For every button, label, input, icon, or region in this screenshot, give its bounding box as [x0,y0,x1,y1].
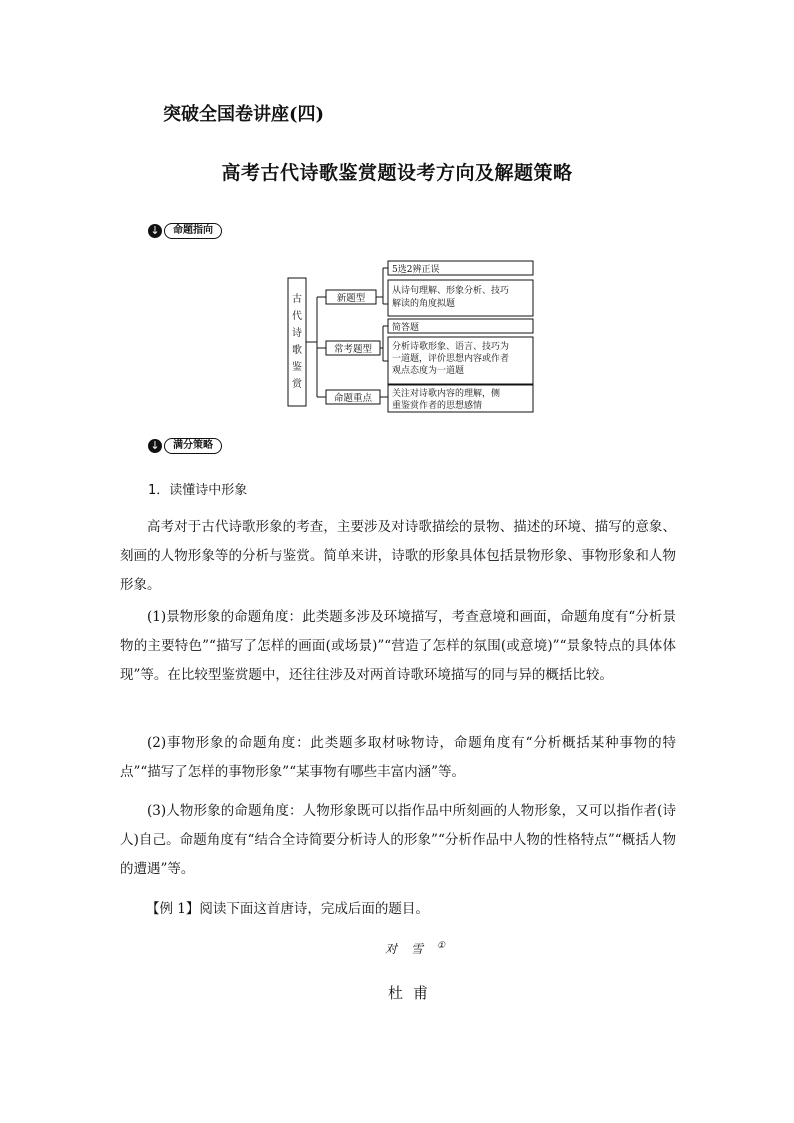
detail-text: 解读的角度拟题 [392,299,456,309]
poem-author: 杜甫 [388,984,439,1002]
down-arrow-circle-icon: ↓ [148,224,162,238]
diagram-root-char: 诗 [292,328,302,339]
page-title: 高考古代诗歌鉴赏题设考方向及解题策略 [221,162,573,184]
paragraph-text: 高考对于古代诗歌形象的考查，主要涉及对诗歌描绘的景物、描述的环境、描写的意象、刻画的人物形象等的分析与鉴赏。简单来讲，诗歌的形象具体包括景物形象、事物形象和人物形象。 [120,519,676,593]
paragraph-text: (2)事物形象的命题角度：此类题多取材咏物诗，命题角度有“分析概括某种事物的特点”“描写了怎样的事物形象”“某事物有哪些丰富内涵”等。 [120,735,676,780]
detail-text: 观点态度为一道题 [392,366,465,376]
branch-label: 新题型 [336,293,366,304]
paragraph-character [120,797,676,884]
direction-tag-label: 命题指向 [164,223,222,239]
diagram-root-char: 歌 [292,345,302,356]
paragraph-intro [120,513,676,600]
lecture-title: 突破全国卷讲座(四) [163,104,325,125]
detail-text: 5选2辨正误 [392,265,440,275]
poem-title-text: 对雪 [385,942,438,956]
detail-text: 关注对诗歌内容的理解，侧 [392,389,501,399]
down-arrow-circle-icon: ↓ [148,439,162,453]
diagram-connectors [306,268,388,397]
strategy-tag-label: 满分策略 [164,438,222,454]
paragraph-text: (1)景物形象的命题角度：此类题多涉及环境描写，考查意境和画面，命题角度有“分析景物的主要特色”“描写了怎样的画面(或场景)”“营造了怎样的氛围(或意境)”“景象特点的具体体现”等。在比较型鉴赏题中，还往往涉及对两首诗歌环境描写的同与异的概括比较。 [120,609,676,683]
detail-text: 从诗句理解、形象分析、技巧 [392,286,510,296]
detail-text: 简答题 [392,323,420,333]
branch-label: 常考题型 [333,344,373,355]
direction-tag [148,223,222,239]
detail-text: 重鉴赏作者的思想感情 [392,401,483,411]
paragraph-text: (3)人物形象的命题角度：人物形象既可以指作品中所刻画的人物形象，又可以指作者(诗人)自己。命题角度有“结合全诗简要分析诗人的形象”“分析作品中人物的性格特点”“概括人物的遭遇”等。 [120,803,676,877]
detail-text: 分析诗歌形象、语言、技巧为 [392,342,510,352]
section-heading: 1．读懂诗中形象 [148,483,248,498]
diagram-root-char: 代 [292,311,302,322]
diagram-root-char: 古 [292,294,302,305]
poem-title [385,940,445,957]
footnote-mark: ① [437,941,446,951]
paragraph-scenery [120,603,676,690]
strategy-tag [148,438,222,454]
paragraph-object [120,729,676,787]
branch-label: 命题重点 [333,393,373,404]
diagram-root-char: 赏 [292,379,302,390]
example-prompt: 【例 1】阅读下面这首唐诗，完成后面的题目。 [146,901,429,917]
diagram-root-char: 鉴 [292,362,302,373]
detail-text: 一道题，评价思想内容或作者 [392,354,510,364]
concept-diagram [280,258,540,418]
